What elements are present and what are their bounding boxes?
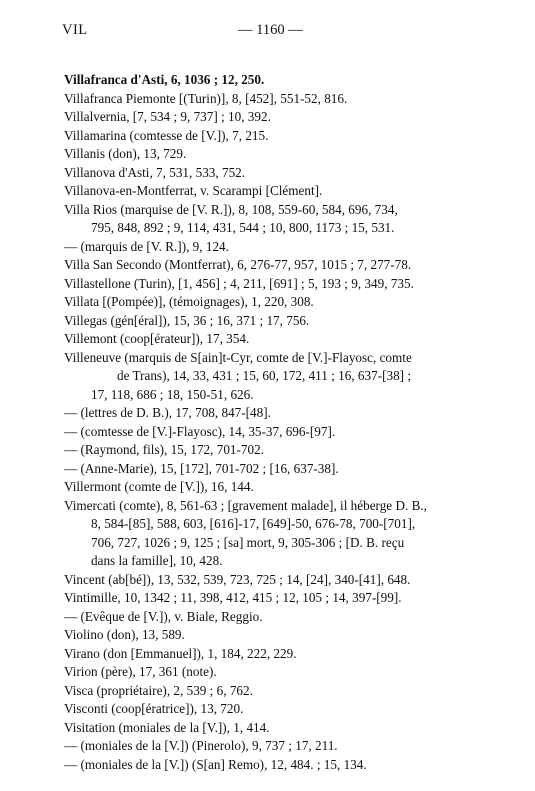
index-entry <box>64 404 484 423</box>
index-entry <box>64 682 484 701</box>
entry-line: Villanova-en-Montferrat, v. Scarampi [Clément]. <box>64 183 323 198</box>
entry-line: 706, 727, 1026 ; 9, 125 ; [sa] mort, 9, 305-306 ; [D. B. reçu <box>91 534 405 550</box>
entry-line: Villemont (coop[érateur]), 17, 354. <box>64 331 250 346</box>
entry-line: Villafranca Piemonte [(Turin)], 8, [452], 551-52, 816. <box>64 90 348 106</box>
entry-line: — (Raymond, fils), 15, 172, 701-702. <box>64 442 264 457</box>
index-entry <box>64 645 484 664</box>
entry-line: 17, 118, 686 ; 18, 150-51, 626. <box>91 386 254 402</box>
entry-line: Virano (don [Emmanuel]), 1, 184, 222, 229. <box>64 645 297 661</box>
index-entry <box>64 238 484 257</box>
entry-line: Visconti (coop[ératrice]), 13, 720. <box>64 701 244 716</box>
index-entry <box>64 182 484 201</box>
section-heading: VIL <box>62 22 88 38</box>
entry-line: Vimercati (comte), 8, 561-63 ; [gravement malade], il héberge D. B., <box>64 497 427 513</box>
entry-line: Villanova d'Asti, 7, 531, 533, 752. <box>64 164 246 180</box>
index-entry <box>64 589 484 608</box>
entry-line: — (lettres de D. B.), 17, 708, 847-[48]. <box>64 405 271 420</box>
entry-line: Villamarina (comtesse de [V.]), 7, 215. <box>64 127 269 143</box>
index-entry <box>64 201 484 238</box>
entry-line: Visca (propriétaire), 2, 539 ; 6, 762. <box>64 682 253 698</box>
entry-line: Villa Rios (marquise de [V. R.]), 8, 108, 559-60, 584, 696, 734, <box>64 201 398 217</box>
entry-line: — (Anne-Marie), 15, [172], 701-702 ; [16, 637-38]. <box>64 460 339 476</box>
index-entry <box>64 293 484 312</box>
index-entry <box>64 127 484 146</box>
index-entry <box>64 497 484 571</box>
entry-line: dans la famille], 10, 428. <box>91 553 223 568</box>
index-entry <box>64 312 484 331</box>
entry-line: Villastellone (Turin), [1, 456] ; 4, 211, [691] ; 5, 193 ; 9, 349, 735. <box>64 275 414 291</box>
entry-line: — (comtesse de [V.]-Flayosc), 14, 35-37, 696-[97]. <box>64 423 336 439</box>
index-entry <box>64 164 484 183</box>
index-entry <box>64 330 484 349</box>
index-entry <box>64 275 484 294</box>
index-entry <box>64 441 484 460</box>
entry-line: Villata [(Pompée)], (témoignages), 1, 220, 308. <box>64 294 314 309</box>
entry-line: Villermont (comte de [V.]), 16, 144. <box>64 479 254 494</box>
entry-line: Villanis (don), 13, 729. <box>64 146 187 161</box>
index-entry <box>64 349 484 405</box>
index-entry <box>64 626 484 645</box>
index-entry <box>64 700 484 719</box>
index-entry <box>64 737 484 756</box>
entry-line: Vincent (ab[bé]), 13, 532, 539, 723, 725 ; 14, [24], 340-[41], 648. <box>64 571 411 587</box>
index-entry <box>64 145 484 164</box>
page-header <box>0 22 535 42</box>
index-entry <box>64 108 484 127</box>
entry-line: — (moniales de la [V.]) (S[an] Remo), 12, 484. ; 15, 134. <box>64 756 367 772</box>
entry-line: 8, 584-[85], 588, 603, [616]-17, [649]-50, 676-78, 700-[701], <box>91 516 416 531</box>
entry-line: Villa San Secondo (Montferrat), 6, 276-77, 957, 1015 ; 7, 277-78. <box>64 257 412 272</box>
entry-line: Visitation (moniales de la [V.]), 1, 414. <box>64 719 270 735</box>
entry-line: Violino (don), 13, 589. <box>64 627 185 642</box>
page-number: — 1160 — <box>238 22 303 38</box>
entry-line: 795, 848, 892 ; 9, 114, 431, 544 ; 10, 800, 1173 ; 15, 531. <box>91 220 395 235</box>
entry-line: Villeneuve (marquis de S[ain]t-Cyr, comte de [V.]-Flayosc, comte <box>64 349 412 365</box>
entry-line: — (Evêque de [V.]), v. Biale, Reggio. <box>64 608 263 624</box>
index-entry <box>64 756 484 775</box>
entry-line: Villafranca d'Asti, 6, 1036 ; 12, 250. <box>64 72 265 87</box>
entry-line: Villegas (gén[éral]), 15, 36 ; 16, 371 ; 17, 756. <box>64 312 310 328</box>
index-entry <box>64 571 484 590</box>
entry-line: Villalvernia, [7, 534 ; 9, 737] ; 10, 392. <box>64 109 271 124</box>
index-entry <box>64 478 484 497</box>
index-entry <box>64 71 484 90</box>
index-entry <box>64 719 484 738</box>
index-entry <box>64 90 484 109</box>
entry-line: Virion (père), 17, 361 (note). <box>64 664 217 679</box>
index-entry <box>64 256 484 275</box>
entry-line: de Trans), 14, 33, 431 ; 15, 60, 172, 411 ; 16, 637-[38] ; <box>117 368 412 383</box>
entry-line: — (marquis de [V. R.]), 9, 124. <box>64 238 229 254</box>
entry-line: Vintimille, 10, 1342 ; 11, 398, 412, 415 ; 12, 105 ; 14, 397-[99]. <box>64 590 402 605</box>
index-entry <box>64 663 484 682</box>
index-entry <box>64 423 484 442</box>
entry-line: — (moniales de la [V.]) (Pinerolo), 9, 737 ; 17, 211. <box>64 738 338 753</box>
index-entry <box>64 608 484 627</box>
index-entry <box>64 460 484 479</box>
